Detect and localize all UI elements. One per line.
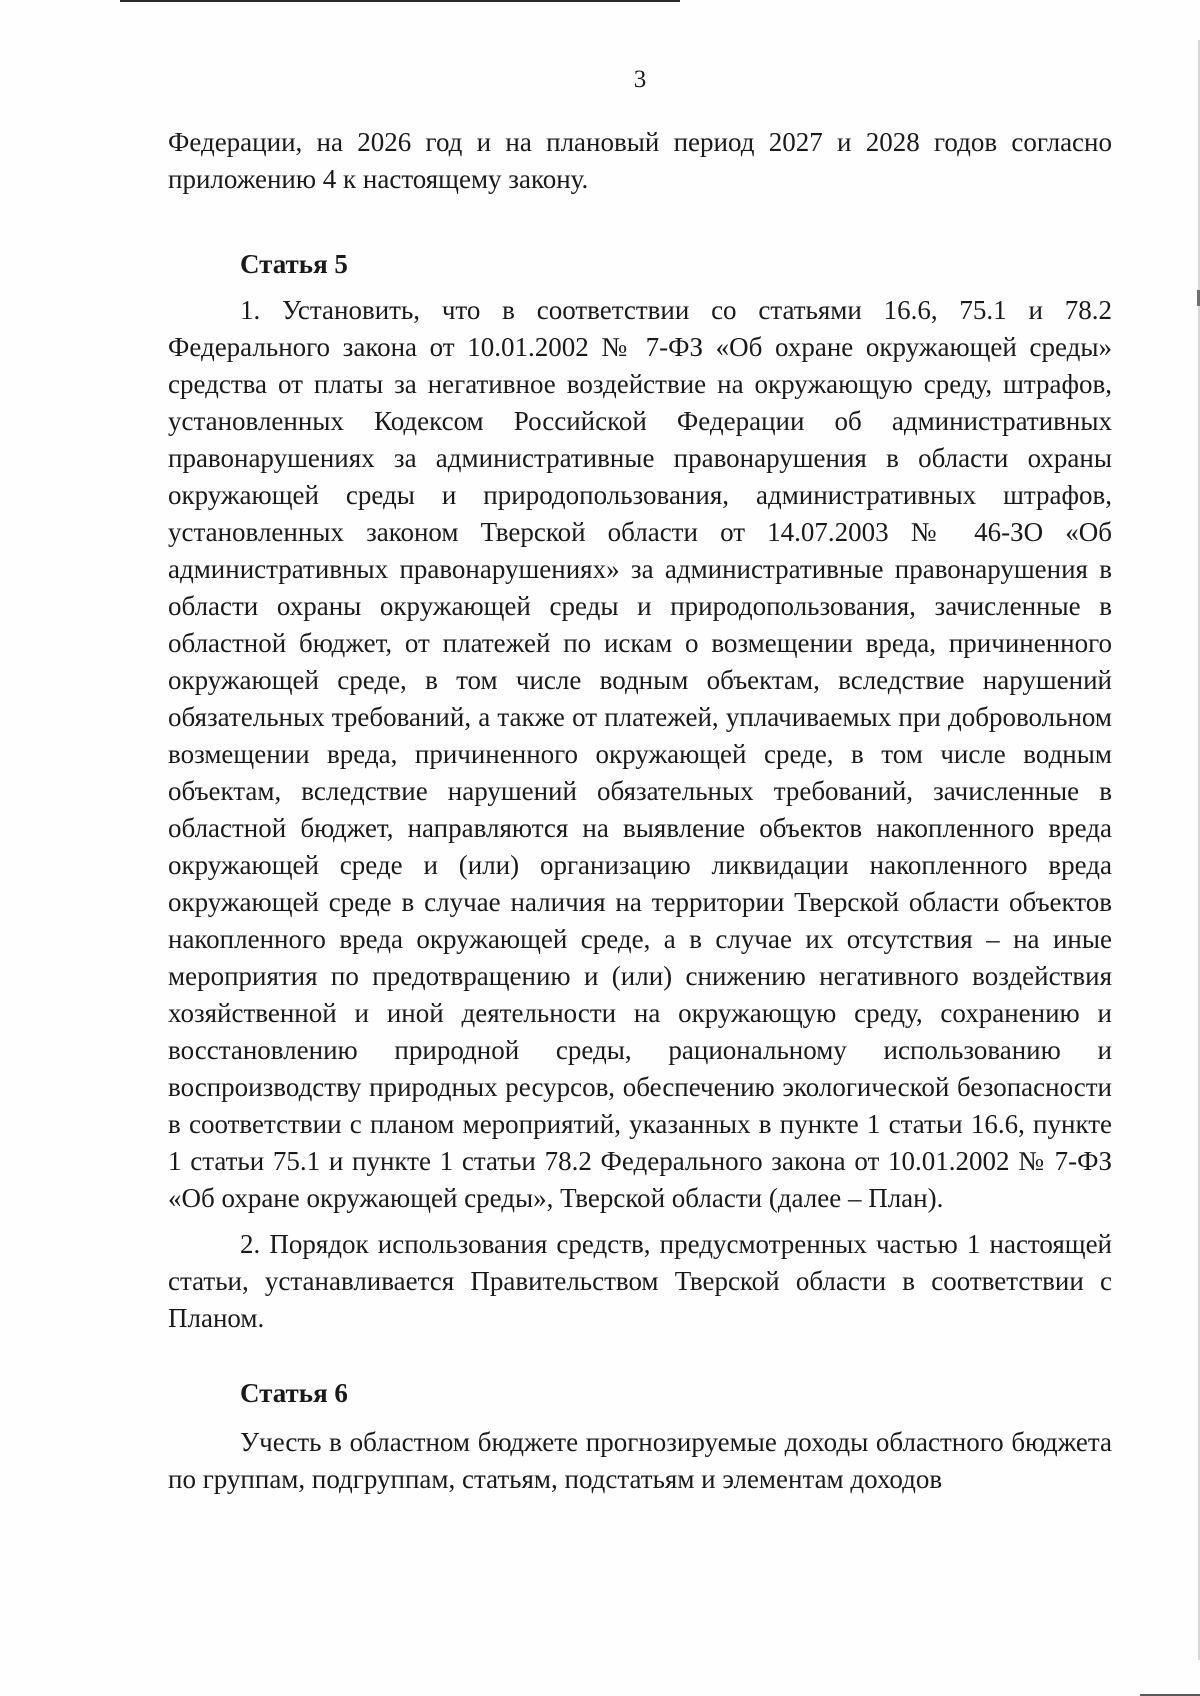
spacer	[168, 198, 1112, 246]
page-number: 3	[633, 66, 647, 93]
article-5-heading: Статья 5	[240, 249, 348, 279]
scan-edge-top	[120, 0, 680, 2]
spacer	[168, 283, 1112, 292]
intro-paragraph: Федерации, на 2026 год и на плановый период 2027 и 2028 годов согласно приложению 4 к настоящему закону.	[168, 127, 1112, 194]
article-5-paragraph-2: 2. Порядок использования средств, предусмотренных частью 1 настоящей статьи, устанавливается Правительством Тверской области в соответствии с Планом.	[168, 1229, 1112, 1333]
article-5-paragraph-1: 1. Установить, что в соответствии со статьями 16.6, 75.1 и 78.2 Федерального закона от 10.01.2002 № 7-ФЗ «Об охране окружающей среды» средства от платы за негативное воздействие на окружающую среду, штрафов, установленных Кодексом Российской Федерации об административных правонарушениях за административные правонарушения в области охраны окружающей среды и природопользования, административных штрафов, установленных законом Тверской области от 14.07.2003 № 46-ЗО «Об административных правонарушениях» за административные правонарушения в области охраны окружающей среды и природопользования, зачисленные в областной бюджет, от платежей по искам о возмещении вреда, причиненного окружающей среде, в том числе водным объектам, вследствие нарушений обязательных требований, а также от платежей, уплачиваемых при добровольном возмещении вреда, причиненного окружающей среде, в том числе водным объектам, вследствие нарушений обязательных требований, зачисленные в областной бюджет, направляются на выявление объектов накопленного вреда окружающей среде и (или) организацию ликвидации накопленного вреда окружающей среде в случае наличия на территории Тверской области объектов накопленного вреда окружающей среде, а в случае их отсутствия – на иные мероприятия по предотвращению и (или) снижению негативного воздействия хозяйственной и иной деятельности на окружающую среду, сохранению и восстановлению природной среды, рациональному использованию и воспроизводству природных ресурсов, обеспечению экологической безопасности в соответствии с планом мероприятий, указанных в пункте 1 статьи 16.6, пункте 1 статьи 75.1 и пункте 1 статьи 78.2 Федерального закона от 10.01.2002 № 7-ФЗ «Об охране окружающей среды», Тверской области (далее – План).	[168, 295, 1112, 1213]
spacer	[168, 1412, 1112, 1424]
document-body	[168, 124, 1112, 1498]
spacer	[168, 1217, 1112, 1226]
article-6-paragraph-1: Учесть в областном бюджете прогнозируемые доходы областного бюджета по группам, подгруппам, статьям, подстатьям и элементам доходов	[168, 1427, 1112, 1494]
spacer	[168, 1337, 1112, 1375]
article-6-heading: Статья 6	[240, 1378, 348, 1408]
